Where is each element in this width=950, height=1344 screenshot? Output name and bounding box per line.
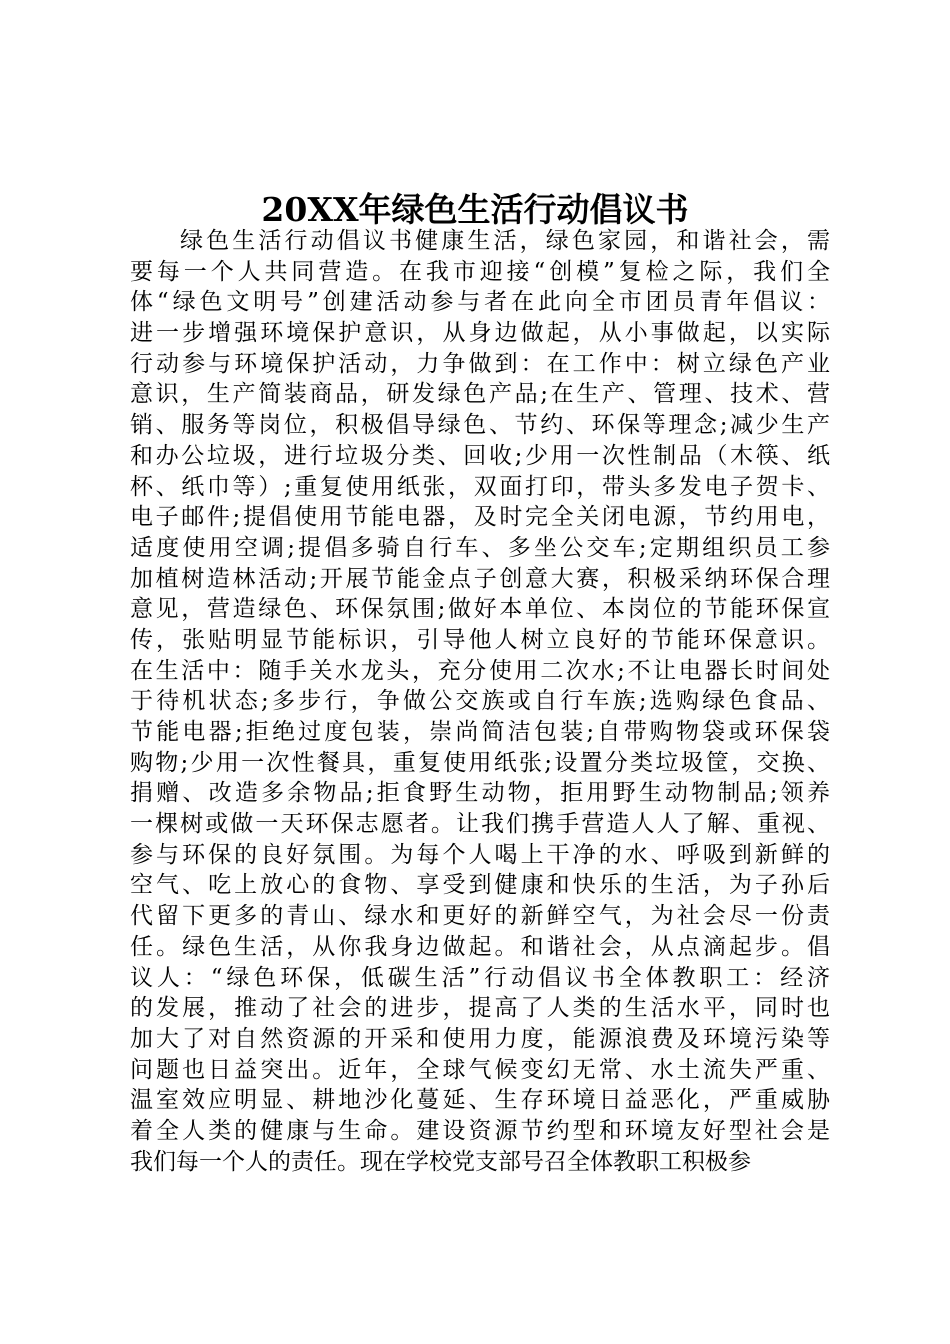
body-line: 我们每一个人的责任。现在学校党支部号召全体教职工积极参 — [130, 1148, 751, 1175]
body-line: 捐赠、改造多余物品;拒食野生动物，拒用野生动物制品;领养 — [130, 780, 830, 807]
body-line: 适度使用空调;提倡多骑自行车、多坐公交车;定期组织员工参 — [130, 534, 830, 561]
body-line: 一棵树或做一天环保志愿者。让我们携手营造人人了解、重视、 — [130, 811, 830, 838]
body-line: 于待机状态;多步行，争做公交族或自行车族;选购绿色食品、 — [130, 688, 830, 715]
document-body — [130, 226, 830, 1177]
body-line: 购物;少用一次性餐具，重复使用纸张;设置分类垃圾筐，交换、 — [130, 749, 830, 776]
body-line: 加大了对自然资源的开采和使用力度，能源浪费及环境污染等 — [130, 1025, 830, 1052]
document-title: 20XX年绿色生活行动倡议书 — [261, 190, 689, 229]
body-line: 温室效应明显、耕地沙化蔓延、生存环境日益恶化，严重威胁 — [130, 1087, 830, 1114]
body-line: 问题也日益突出。近年，全球气候变幻无常、水土流失严重、 — [130, 1056, 830, 1083]
body-line: 传，张贴明显节能标识，引导他人树立良好的节能环保意识。 — [130, 626, 830, 653]
body-line: 意见，营造绿色、环保氛围;做好本单位、本岗位的节能环保宣 — [130, 596, 830, 623]
body-line: 要每一个人共同营造。在我市迎接“创模”复检之际，我们全 — [130, 258, 830, 285]
body-line: 加植树造林活动;开展节能金点子创意大赛，积极采纳环保合理 — [130, 565, 830, 592]
body-line: 空气、吃上放心的食物、享受到健康和快乐的生活，为子孙后 — [130, 872, 830, 899]
body-line: 绿色生活行动倡议书健康生活，绿色家园，和谐社会，需 — [180, 228, 830, 254]
body-line: 参与环保的良好氛围。为每个人喝上干净的水、呼吸到新鲜的 — [130, 841, 830, 868]
body-line: 和办公垃圾，进行垃圾分类、回收;少用一次性制品（木筷、纸 — [130, 442, 830, 469]
body-line: 电子邮件;提倡使用节能电器，及时完全关闭电源，节约用电， — [130, 504, 830, 531]
body-line: 销、服务等岗位，积极倡导绿色、节约、环保等理念;减少生产 — [130, 412, 830, 439]
body-line: 的发展，推动了社会的进步，提高了人类的生活水平，同时也 — [130, 995, 830, 1022]
body-line: 着全人类的健康与生命。建设资源节约型和环境友好型社会是 — [130, 1117, 830, 1144]
body-line: 体“绿色文明号”创建活动参与者在此向全市团员青年倡议： — [130, 289, 830, 316]
body-line: 在生活中：随手关水龙头，充分使用二次水;不让电器长时间处 — [130, 657, 830, 684]
body-line: 进一步增强环境保护意识，从身边做起，从小事做起，以实际 — [130, 320, 830, 347]
body-line: 节能电器;拒绝过度包装，崇尚简洁包装;自带购物袋或环保袋 — [130, 719, 830, 745]
body-line: 议人：“绿色环保，低碳生活”行动倡议书全体教职工：经济 — [130, 964, 830, 991]
body-line: 任。绿色生活，从你我身边做起。和谐社会，从点滴起步。倡 — [130, 933, 830, 960]
body-line: 意识，生产简装商品，研发绿色产品;在生产、管理、技术、营 — [130, 381, 830, 408]
body-line: 杯、纸巾等）;重复使用纸张，双面打印，带头多发电子贺卡、 — [130, 473, 830, 500]
body-line: 行动参与环境保护活动，力争做到：在工作中：树立绿色产业 — [130, 350, 830, 377]
body-line: 代留下更多的青山、绿水和更好的新鲜空气，为社会尽一份责 — [130, 903, 830, 930]
